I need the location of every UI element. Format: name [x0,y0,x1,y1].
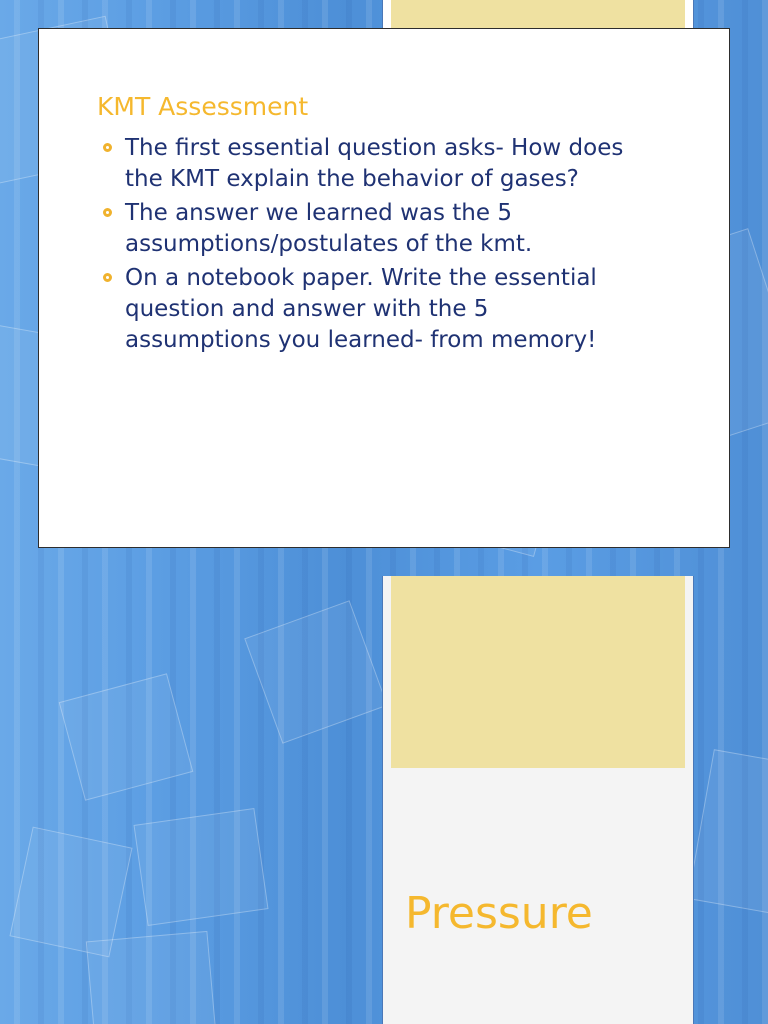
section-title: Pressure [405,888,593,939]
bullet-ring-icon [103,143,112,152]
background-pane [133,808,268,926]
list-item [103,263,633,356]
background-pane [244,600,388,744]
slide-pressure [0,576,768,1024]
background-pane [86,931,216,1024]
title-panel [382,576,694,1024]
bullet-text: On a notebook paper. Write the essential question and answer with the 5 assumptions you learned- from memory! [125,265,597,353]
bullet-list [103,133,633,359]
bullet-text: The answer we learned was the 5 assumptions/postulates of the kmt. [125,200,533,257]
bullet-ring-icon [103,208,112,217]
background-pane [688,749,768,915]
title-panel-accent [391,576,685,768]
bullet-text: The first essential question asks- How does the KMT explain the behavior of gases? [125,135,624,192]
slide-title: KMT Assessment [97,92,309,121]
background-pane [9,827,132,958]
content-box [38,28,730,548]
list-item [103,198,633,260]
list-item [103,133,633,195]
bullet-ring-icon [103,273,112,282]
background-pane [59,673,194,801]
